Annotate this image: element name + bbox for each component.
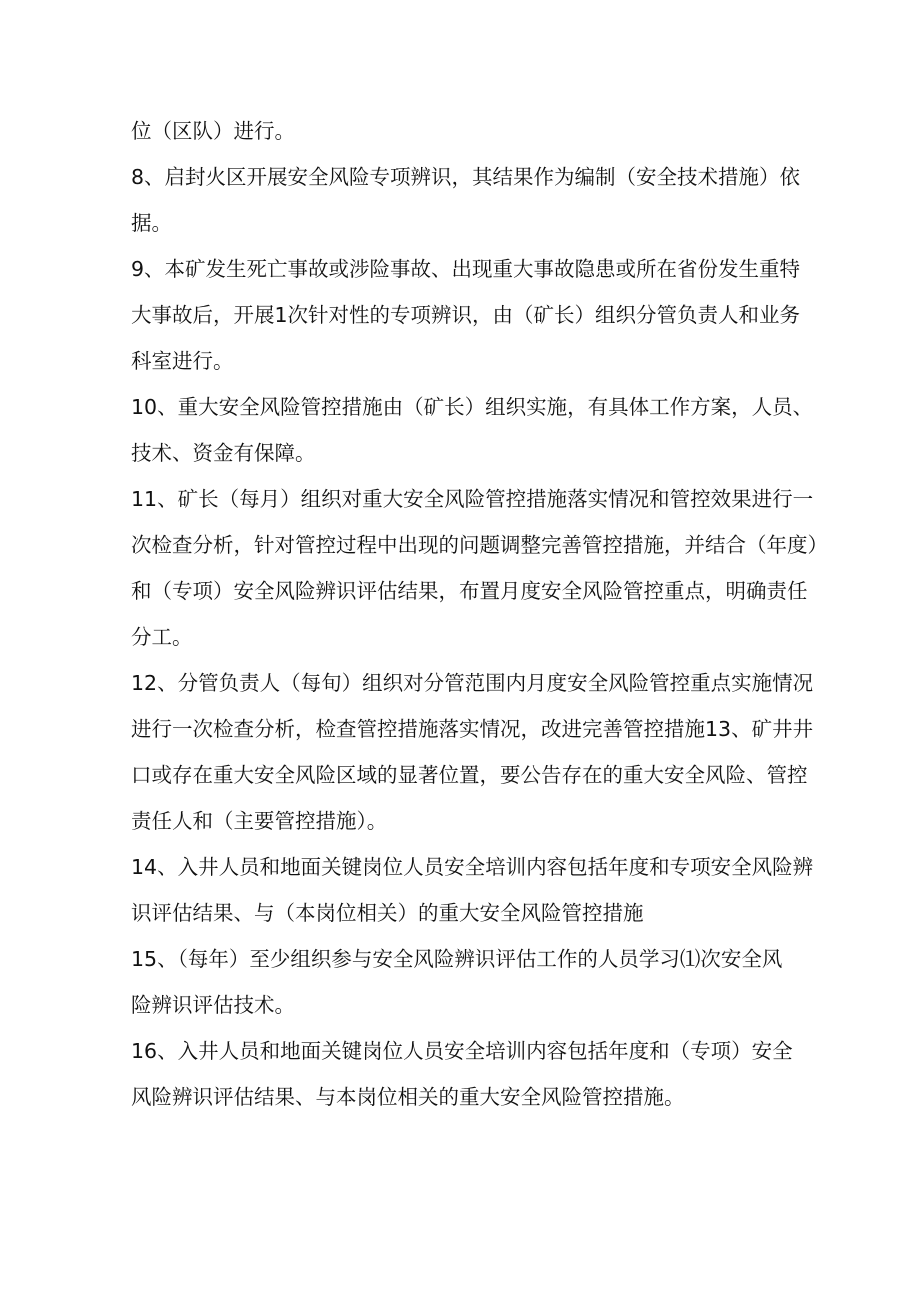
paragraph-item-14	[131, 844, 814, 936]
paragraph-item-16	[131, 1028, 793, 1120]
text-line: 12、分管负责人（每旬）组织对分管范围内月度安全风险管控重点实施情况	[131, 671, 814, 695]
paragraph-item-12	[131, 660, 814, 844]
text-line: 14、入井人员和地面关键岗位人员安全培训内容包括年度和专项安全风险辨	[131, 855, 814, 879]
paragraph-item-9	[131, 246, 801, 384]
text-line: 15、（每年）至少组织参与安全风险辨识评估工作的人员学习⑴次安全风	[131, 947, 783, 971]
document-body	[131, 108, 828, 1120]
text-line: 分工。	[131, 625, 193, 649]
paragraph-item-8	[131, 154, 801, 246]
text-line: 责任人和（主要管控措施）。	[131, 809, 388, 833]
text-line: 11、矿长（每月）组织对重大安全风险管控措施落实情况和管控效果进行一	[131, 487, 814, 511]
text-line: 10、重大安全风险管控措施由（矿长）组织实施，有具体工作方案，人员、	[131, 395, 814, 419]
text-line: 口或存在重大安全风险区域的显著位置，要公告存在的重大安全风险、管控	[131, 763, 808, 787]
text-line: 和（专项）安全风险辨识评估结果，布置月度安全风险管控重点，明确责任	[131, 579, 808, 603]
text-line: 险辨识评估技术。	[131, 993, 295, 1017]
text-line: 科室进行。	[131, 349, 234, 373]
paragraph-7-continuation	[131, 108, 793, 154]
text-line: 识评估结果、与（本岗位相关）的重大安全风险管控措施	[131, 901, 644, 925]
text-line: 技术、资金有保障。	[131, 441, 316, 465]
text-line: 进行一次检查分析，检查管控措施落实情况，改进完善管控措施13、矿井井	[131, 717, 814, 741]
text-line: 风险辨识评估结果、与本岗位相关的重大安全风险管控措施。	[131, 1085, 685, 1109]
text-line: 次检查分析，针对管控过程中出现的问题调整完善管控措施，并结合（年度）	[131, 533, 828, 557]
text-line: 大事故后，开展1次针对性的专项辨识，由（矿长）组织分管负责人和业务	[131, 303, 801, 327]
paragraph-item-10	[131, 384, 814, 476]
text-line: 位（区队）进行。	[131, 119, 295, 143]
text-line: 据。	[131, 211, 172, 235]
paragraph-item-15	[131, 936, 793, 1028]
paragraph-item-11	[131, 476, 828, 660]
text-line: 16、入井人员和地面关键岗位人员安全培训内容包括年度和（专项）安全	[131, 1039, 793, 1063]
text-line: 9、本矿发生死亡事故或涉险事故、出现重大事故隐患或所在省份发生重特	[131, 257, 801, 281]
text-line: 8、启封火区开展安全风险专项辨识，其结果作为编制（安全技术措施）依	[131, 165, 801, 189]
